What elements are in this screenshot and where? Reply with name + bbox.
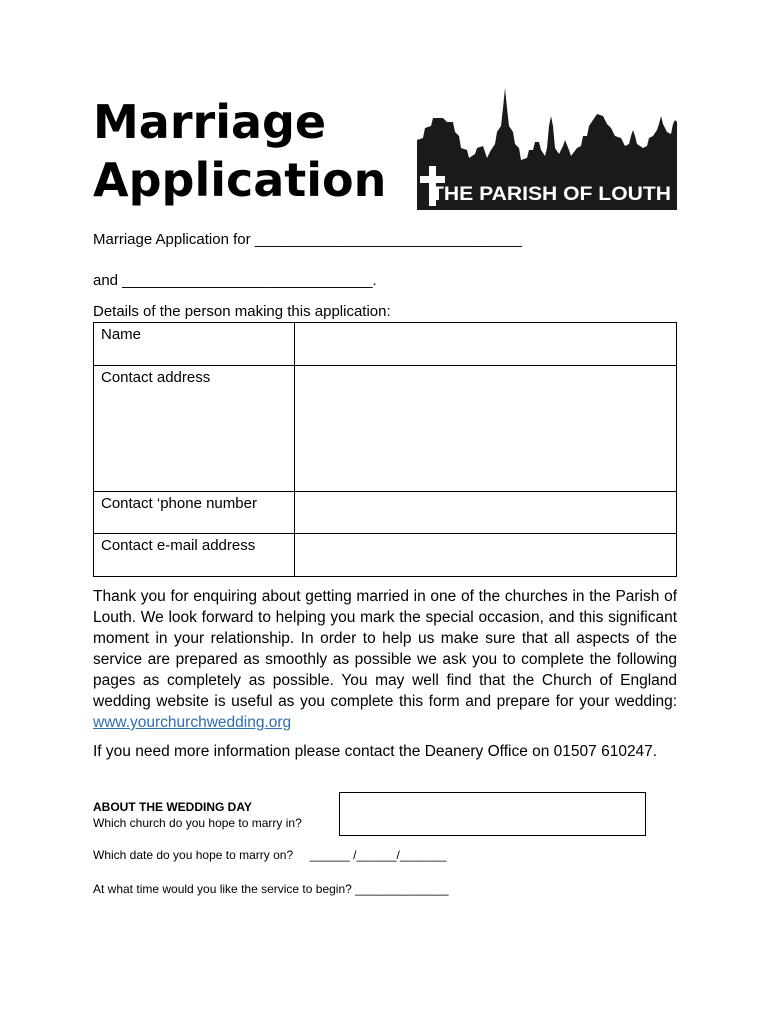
email-label: Contact e-mail address: [94, 534, 295, 577]
title-line-1: Marriage: [93, 95, 327, 149]
details-heading: Details of the person making this application:: [93, 303, 391, 320]
wedding-day-heading: ABOUT THE WEDDING DAY: [93, 800, 252, 814]
parish-logo: [417, 88, 677, 210]
intro-paragraph: [93, 586, 677, 733]
email-field[interactable]: [295, 534, 677, 577]
phone-label: Contact ‘phone number: [94, 492, 295, 534]
applicant-details-table: [93, 322, 677, 577]
date-question[interactable]: Which date do you hope to marry on? ______ /______/_______: [93, 848, 447, 862]
table-row: [94, 323, 677, 366]
address-field[interactable]: [295, 366, 677, 492]
church-answer-field[interactable]: [339, 792, 646, 836]
table-row: [94, 366, 677, 492]
wedding-website-link[interactable]: www.yourchurchwedding.org: [93, 714, 292, 731]
time-question[interactable]: At what time would you like the service to begin? ______________: [93, 882, 449, 896]
name-label: Name: [94, 323, 295, 366]
address-label: Contact address: [94, 366, 295, 492]
phone-field[interactable]: [295, 492, 677, 534]
contact-paragraph: If you need more information please contact the Deanery Office on 01507 610247.: [93, 743, 658, 760]
page-title: [93, 93, 386, 209]
table-row: [94, 492, 677, 534]
name-field[interactable]: [295, 323, 677, 366]
intro-paragraph-text: Thank you for enquiring about getting married in one of the churches in the Parish of Louth. We look forward to helping you mark the special occasion, and this significant moment in your relationship. In order to help us make sure that all aspects of the service are prepared as smoothly as possible we ask you to complete the following pages as completely as possible. You may well find that the Church of England wedding website is useful as you complete this form and prepare for your wedding:: [93, 588, 677, 710]
table-row: [94, 534, 677, 577]
logo-text: THE PARISH OF LOUTH: [431, 184, 671, 205]
church-question: Which church do you hope to marry in?: [93, 816, 302, 830]
and-line[interactable]: and ______________________________.: [93, 272, 377, 289]
title-line-2: Application: [93, 153, 387, 207]
application-for-line[interactable]: Marriage Application for ________________________________: [93, 231, 522, 248]
